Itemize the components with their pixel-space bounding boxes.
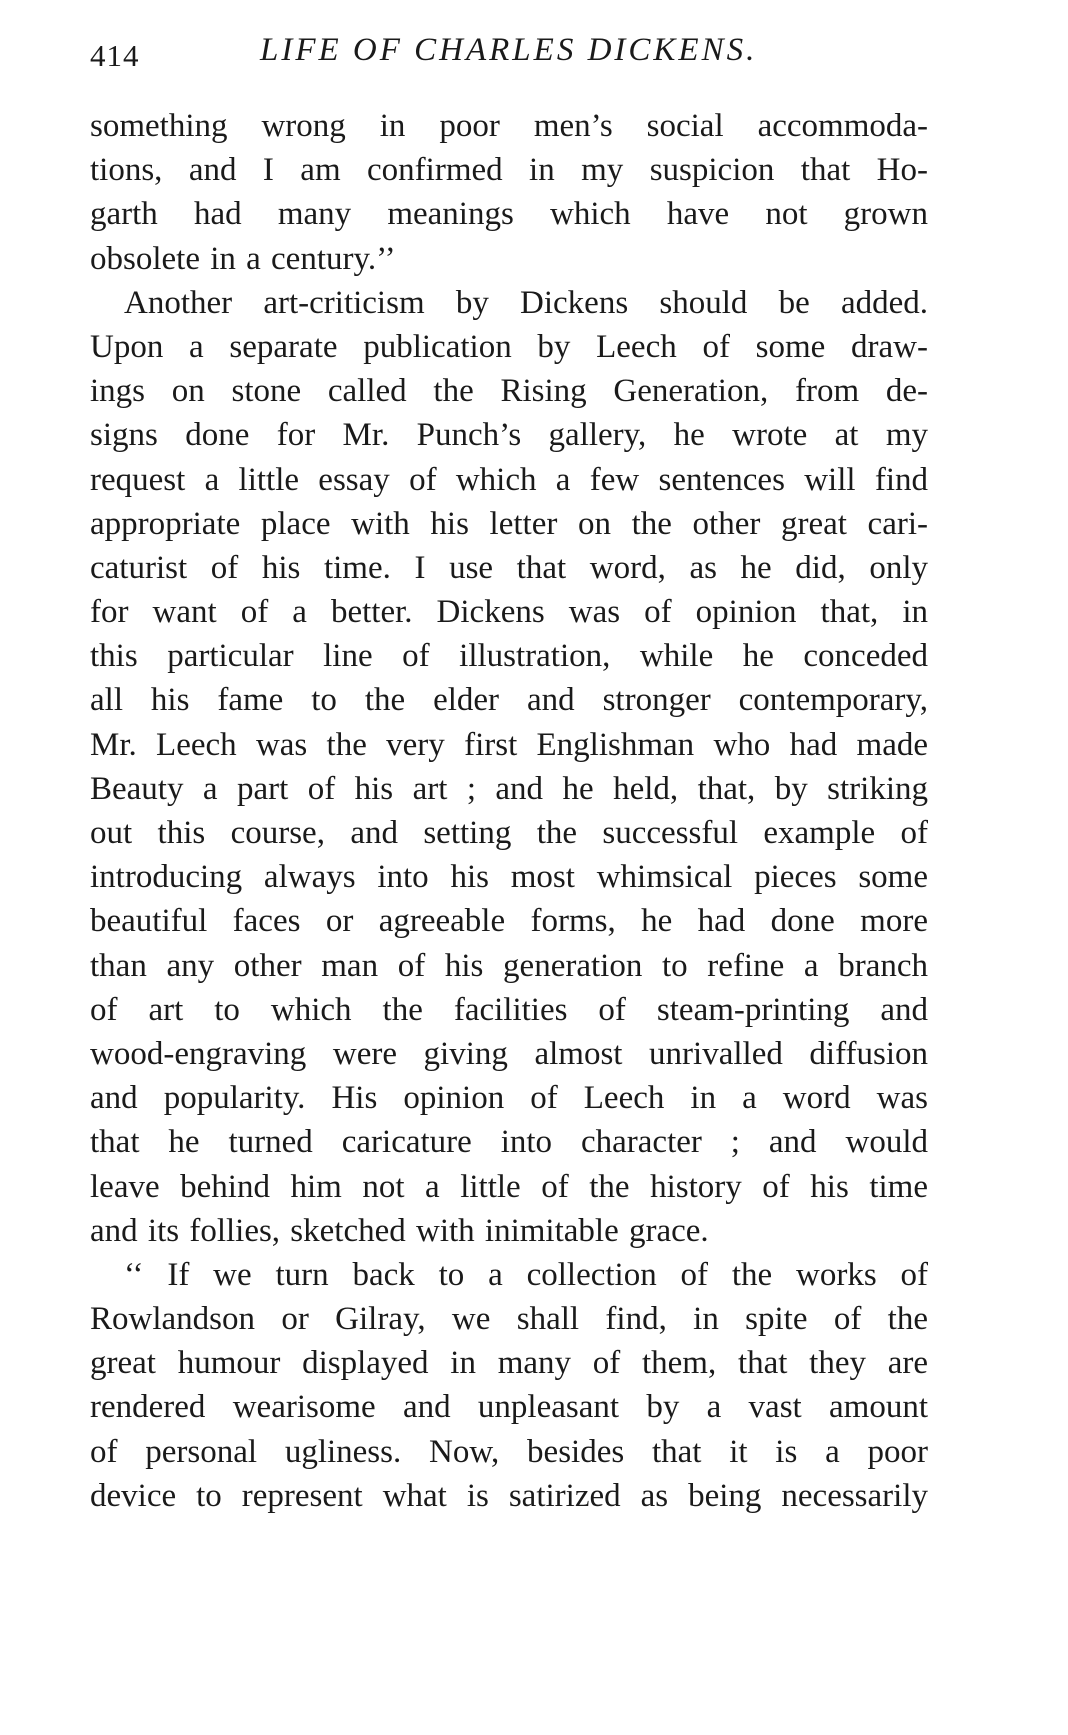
text-line: obsolete in a century.’’ xyxy=(90,240,396,277)
text-line: wood-engraving were giving almost unrivalled diffusion xyxy=(90,1035,928,1072)
text-line: ‘‘ If we turn back to a collection of the works of xyxy=(124,1256,928,1293)
text-line: signs done for Mr. Punch’s gallery, he wrote at my xyxy=(90,417,928,454)
text-line: that he turned caricature into character ; and would xyxy=(90,1124,928,1161)
running-title: LIFE OF CHARLES DICKENS. xyxy=(260,32,758,68)
text-line: Mr. Leech was the very first Englishman who had made xyxy=(90,726,928,763)
text-line: something wrong in poor men’s social accommoda- xyxy=(90,108,928,144)
text-line: all his fame to the elder and stronger contemporary, xyxy=(90,682,928,719)
text-line: garth had many meanings which have not grown xyxy=(90,196,928,233)
text-line: Upon a separate publication by Leech of some draw- xyxy=(90,328,928,365)
text-line: of art to which the facilities of steam-printing and xyxy=(90,991,928,1028)
text-line: Beauty a part of his art ; and he held, that, by striking xyxy=(90,770,928,807)
text-line: Another art-criticism by Dickens should be added. xyxy=(124,284,928,321)
text-line: than any other man of his generation to refine a branch xyxy=(90,947,928,984)
text-line: appropriate place with his letter on the other great cari- xyxy=(90,505,928,542)
text-line: Rowlandson or Gilray, we shall find, in spite of the xyxy=(90,1301,928,1338)
page-header xyxy=(90,30,930,78)
text-line: ings on stone called the Rising Generation, from de- xyxy=(90,373,928,410)
text-line: introducing always into his most whimsical pieces some xyxy=(90,859,928,896)
text-line: and its follies, sketched with inimitable grace. xyxy=(90,1212,709,1249)
text-line: caturist of his time. I use that word, as he did, only xyxy=(90,549,928,586)
text-line: and popularity. His opinion of Leech in a word was xyxy=(90,1080,928,1117)
page-number: 414 xyxy=(90,38,140,73)
text-line: out this course, and setting the successful example of xyxy=(90,815,928,851)
text-line: of personal ugliness. Now, besides that it is a poor xyxy=(90,1433,928,1470)
text-line: device to represent what is satirized as being necessarily xyxy=(90,1477,928,1514)
text-line: this particular line of illustration, while he conceded xyxy=(90,638,928,675)
text-line: great humour displayed in many of them, that they are xyxy=(90,1345,928,1382)
text-line: beautiful faces or agreeable forms, he had done more xyxy=(90,903,928,940)
text-line: request a little essay of which a few sentences will find xyxy=(90,461,928,498)
text-line: tions, and I am confirmed in my suspicion that Ho- xyxy=(90,152,928,189)
text-line: rendered wearisome and unpleasant by a vast amount xyxy=(90,1389,928,1426)
text-line: for want of a better. Dickens was of opinion that, in xyxy=(90,594,928,631)
text-line: leave behind him not a little of the history of his time xyxy=(90,1168,928,1205)
body-text xyxy=(90,104,928,1518)
